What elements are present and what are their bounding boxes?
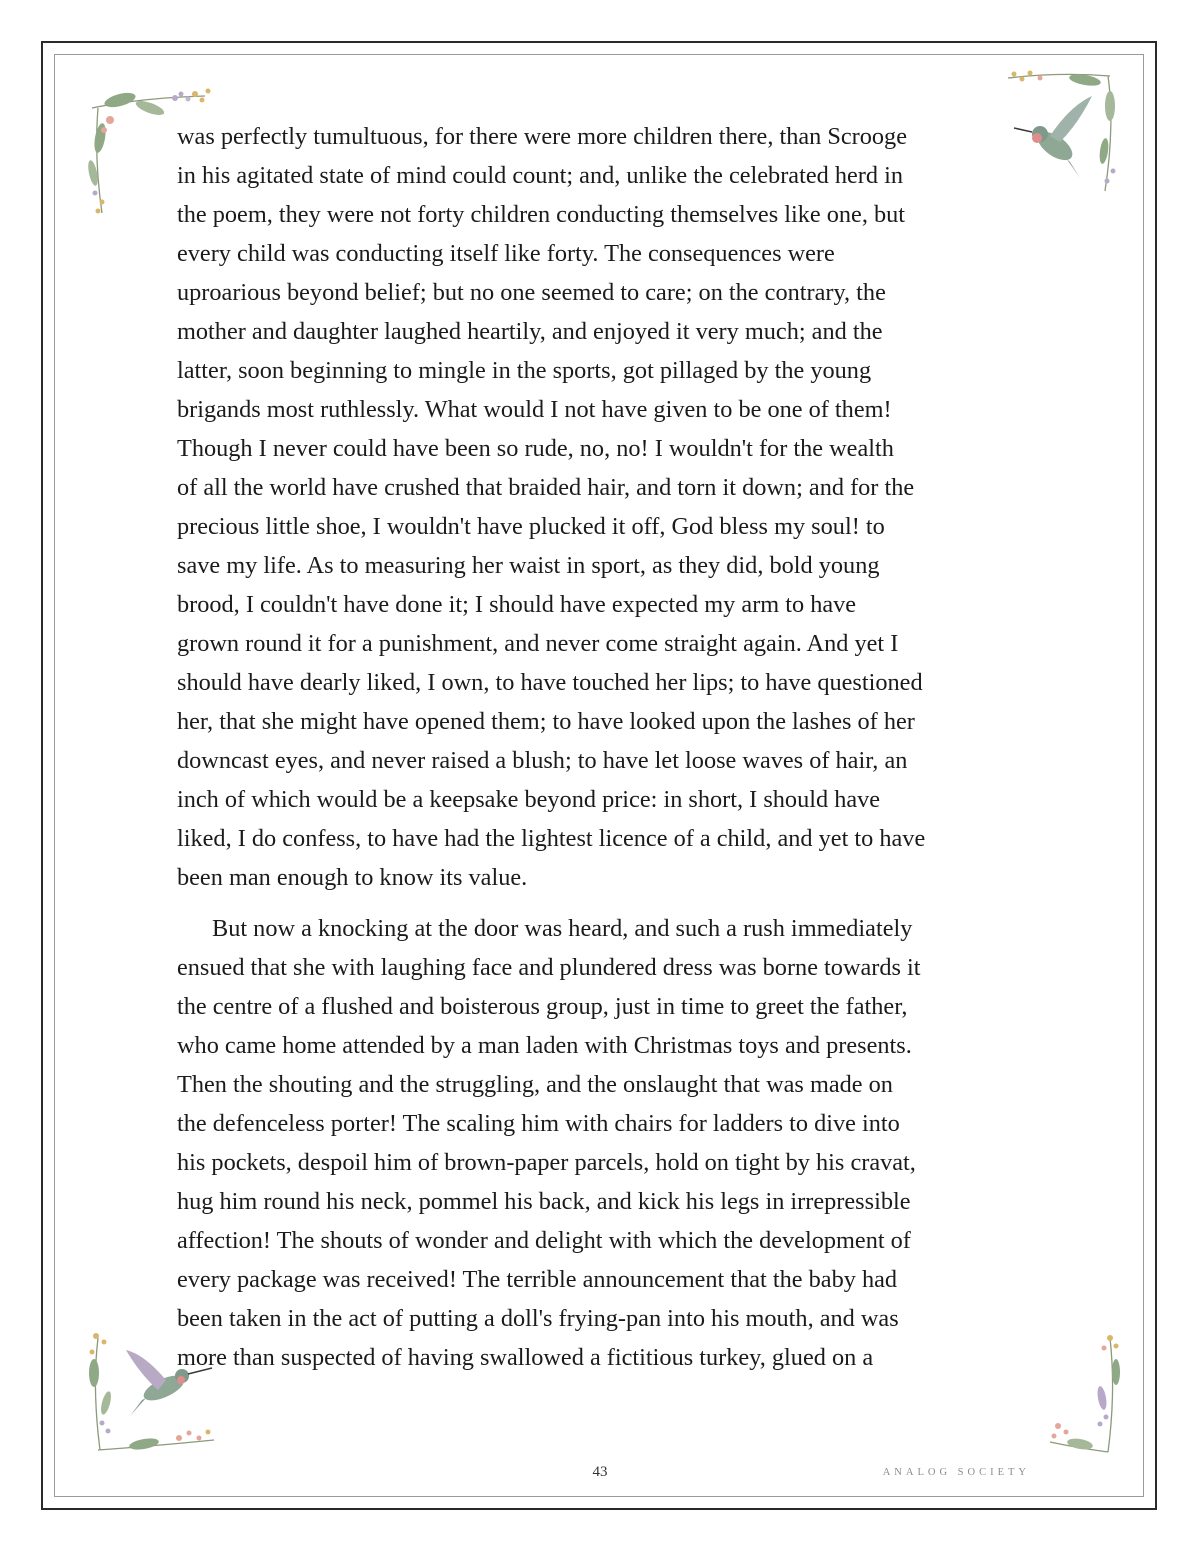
text-line: more than suspected of having swallowed a fictitious turkey, glued on a — [177, 1344, 874, 1371]
text-line: should have dearly liked, I own, to have touched her lips; to have questioned — [177, 669, 923, 696]
text-line: the poem, they were not forty children conducting themselves like one, but — [177, 201, 906, 228]
floral-corner-icon — [1044, 1332, 1128, 1458]
text-line: Though I never could have been so rude, no, no! I wouldn't for the wealth — [177, 435, 894, 462]
text-line: affection! The shouts of wonder and delight with which the development of — [177, 1227, 911, 1254]
text-line: in his agitated state of mind could count; and, unlike the celebrated herd in — [177, 162, 903, 189]
text-line: downcast eyes, and never raised a blush; to have let loose waves of hair, an — [177, 747, 908, 774]
body-text — [177, 117, 1027, 1377]
text-line: been man enough to know its value. — [177, 864, 528, 891]
text-line: every child was conducting itself like forty. The consequences were — [177, 240, 835, 267]
text-line: the centre of a flushed and boisterous group, just in time to greet the father, — [177, 993, 908, 1020]
text-line: was perfectly tumultuous, for there were more children there, than Scrooge — [177, 123, 907, 150]
text-line: every package was received! The terrible announcement that the baby had — [177, 1266, 898, 1293]
page-number: 43 — [592, 1464, 608, 1480]
text-line: of all the world have crushed that braided hair, and torn it down; and for the — [177, 474, 915, 501]
text-line: her, that she might have opened them; to have looked upon the lashes of her — [177, 708, 915, 735]
brand-footer: ANALOG SOCIETY — [882, 1467, 1030, 1478]
text-line: brood, I couldn't have done it; I should have expected my arm to have — [177, 591, 857, 618]
text-line: precious little shoe, I wouldn't have plucked it off, God bless my soul! to — [177, 513, 885, 540]
text-line: mother and daughter laughed heartily, and enjoyed it very much; and the — [177, 318, 883, 345]
text-line: brigands most ruthlessly. What would I not have given to be one of them! — [177, 396, 892, 423]
text-line: inch of which would be a keepsake beyond price: in short, I should have — [177, 786, 881, 813]
text-line: hug him round his neck, pommel his back, and kick his legs in irrepressible — [177, 1188, 911, 1215]
text-line: save my life. As to measuring her waist in sport, as they did, bold young — [177, 552, 880, 579]
paragraph-2 — [177, 909, 1027, 1377]
text-line: Then the shouting and the struggling, and the onslaught that was made on — [177, 1071, 893, 1098]
text-line: grown round it for a punishment, and never come straight again. And yet I — [177, 630, 899, 657]
paragraph-1 — [177, 117, 1027, 897]
text-line: latter, soon beginning to mingle in the sports, got pillaged by the young — [177, 357, 872, 384]
text-line: the defenceless porter! The scaling him with chairs for ladders to dive into — [177, 1110, 900, 1137]
text-line: uproarious beyond belief; but no one seemed to care; on the contrary, the — [177, 279, 886, 306]
text-line: ensued that she with laughing face and plundered dress was borne towards it — [177, 954, 921, 981]
text-line: been taken in the act of putting a doll's frying-pan into his mouth, and was — [177, 1305, 899, 1332]
text-line: liked, I do confess, to have had the lightest licence of a child, and yet to have — [177, 825, 926, 852]
text-line: his pockets, despoil him of brown-paper parcels, hold on tight by his cravat, — [177, 1149, 916, 1176]
text-line: who came home attended by a man laden with Christmas toys and presents. — [177, 1032, 912, 1059]
text-line: But now a knocking at the door was heard, and such a rush immediately — [212, 915, 913, 942]
